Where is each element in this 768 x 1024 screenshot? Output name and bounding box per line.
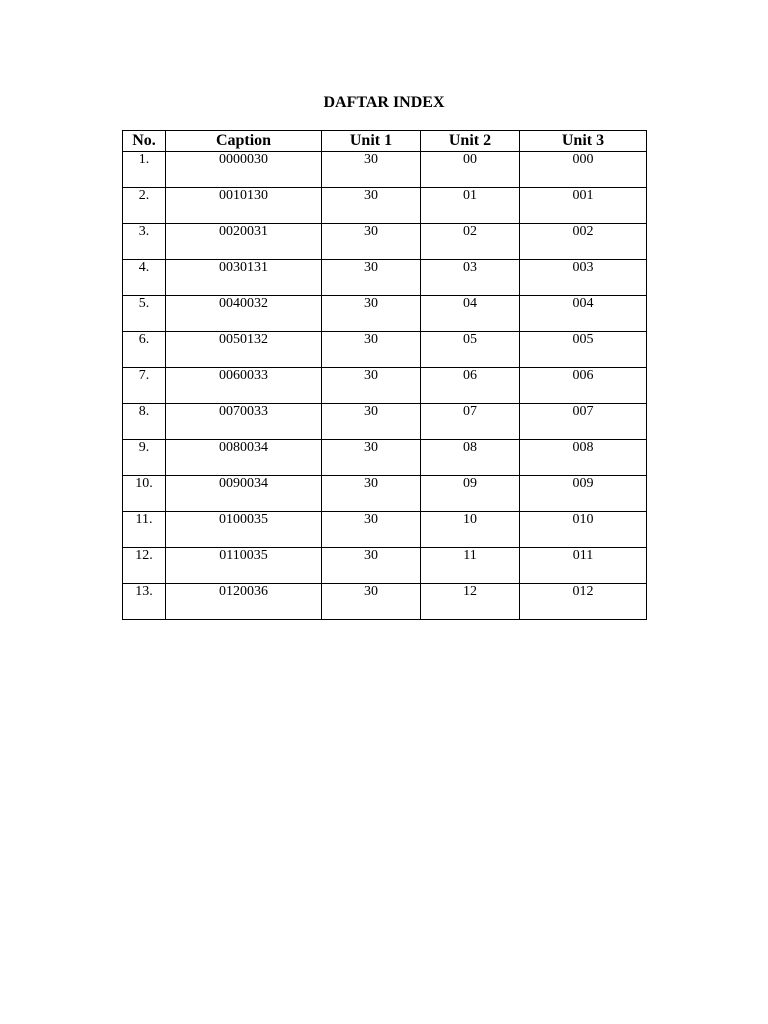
table-row [123, 296, 647, 332]
cell-unit-3: 009 [520, 476, 647, 512]
table-row [123, 368, 647, 404]
cell-caption: 0030131 [166, 260, 322, 296]
cell-unit-3: 010 [520, 512, 647, 548]
cell-unit-2: 07 [421, 404, 520, 440]
cell-unit-2: 02 [421, 224, 520, 260]
cell-unit-3: 002 [520, 224, 647, 260]
cell-unit-3: 001 [520, 188, 647, 224]
cell-unit-2: 04 [421, 296, 520, 332]
table-row [123, 548, 647, 584]
cell-unit-2: 03 [421, 260, 520, 296]
cell-unit-1: 30 [322, 404, 421, 440]
cell-caption: 0010130 [166, 188, 322, 224]
cell-no: 4. [123, 260, 166, 296]
table-header-row [123, 131, 647, 152]
cell-unit-2: 09 [421, 476, 520, 512]
index-table [122, 130, 647, 620]
cell-unit-2: 00 [421, 152, 520, 188]
cell-unit-3: 011 [520, 548, 647, 584]
cell-unit-3: 004 [520, 296, 647, 332]
header-no: No. [123, 131, 166, 152]
cell-unit-1: 30 [322, 548, 421, 584]
cell-no: 6. [123, 332, 166, 368]
table-row [123, 476, 647, 512]
cell-no: 3. [123, 224, 166, 260]
header-caption: Caption [166, 131, 322, 152]
cell-unit-2: 01 [421, 188, 520, 224]
cell-no: 5. [123, 296, 166, 332]
cell-caption: 0020031 [166, 224, 322, 260]
cell-unit-3: 000 [520, 152, 647, 188]
cell-unit-3: 003 [520, 260, 647, 296]
cell-unit-1: 30 [322, 440, 421, 476]
cell-caption: 0090034 [166, 476, 322, 512]
cell-no: 10. [123, 476, 166, 512]
table-row [123, 224, 647, 260]
cell-unit-3: 012 [520, 584, 647, 620]
table-row [123, 584, 647, 620]
cell-unit-2: 05 [421, 332, 520, 368]
cell-caption: 0120036 [166, 584, 322, 620]
table-row [123, 188, 647, 224]
cell-unit-1: 30 [322, 584, 421, 620]
cell-unit-1: 30 [322, 224, 421, 260]
cell-caption: 0080034 [166, 440, 322, 476]
cell-unit-1: 30 [322, 188, 421, 224]
cell-caption: 0060033 [166, 368, 322, 404]
table-row [123, 152, 647, 188]
cell-caption: 0000030 [166, 152, 322, 188]
cell-unit-2: 12 [421, 584, 520, 620]
document-title: DAFTAR INDEX [323, 94, 445, 111]
table-row [123, 440, 647, 476]
cell-unit-3: 008 [520, 440, 647, 476]
header-unit-1: Unit 1 [322, 131, 421, 152]
cell-unit-3: 006 [520, 368, 647, 404]
cell-unit-3: 007 [520, 404, 647, 440]
cell-caption: 0040032 [166, 296, 322, 332]
table-row [123, 404, 647, 440]
header-unit-3: Unit 3 [520, 131, 647, 152]
table-row [123, 512, 647, 548]
cell-unit-1: 30 [322, 152, 421, 188]
cell-unit-1: 30 [322, 476, 421, 512]
cell-no: 8. [123, 404, 166, 440]
cell-caption: 0110035 [166, 548, 322, 584]
cell-no: 1. [123, 152, 166, 188]
cell-no: 9. [123, 440, 166, 476]
cell-caption: 0100035 [166, 512, 322, 548]
cell-unit-2: 06 [421, 368, 520, 404]
cell-unit-2: 11 [421, 548, 520, 584]
cell-no: 7. [123, 368, 166, 404]
cell-unit-3: 005 [520, 332, 647, 368]
table-row [123, 332, 647, 368]
cell-no: 11. [123, 512, 166, 548]
cell-no: 2. [123, 188, 166, 224]
cell-unit-1: 30 [322, 296, 421, 332]
cell-unit-1: 30 [322, 260, 421, 296]
cell-unit-2: 10 [421, 512, 520, 548]
cell-no: 12. [123, 548, 166, 584]
cell-unit-1: 30 [322, 332, 421, 368]
cell-unit-1: 30 [322, 368, 421, 404]
header-unit-2: Unit 2 [421, 131, 520, 152]
cell-unit-2: 08 [421, 440, 520, 476]
cell-caption: 0050132 [166, 332, 322, 368]
cell-no: 13. [123, 584, 166, 620]
table-row [123, 260, 647, 296]
cell-caption: 0070033 [166, 404, 322, 440]
cell-unit-1: 30 [322, 512, 421, 548]
